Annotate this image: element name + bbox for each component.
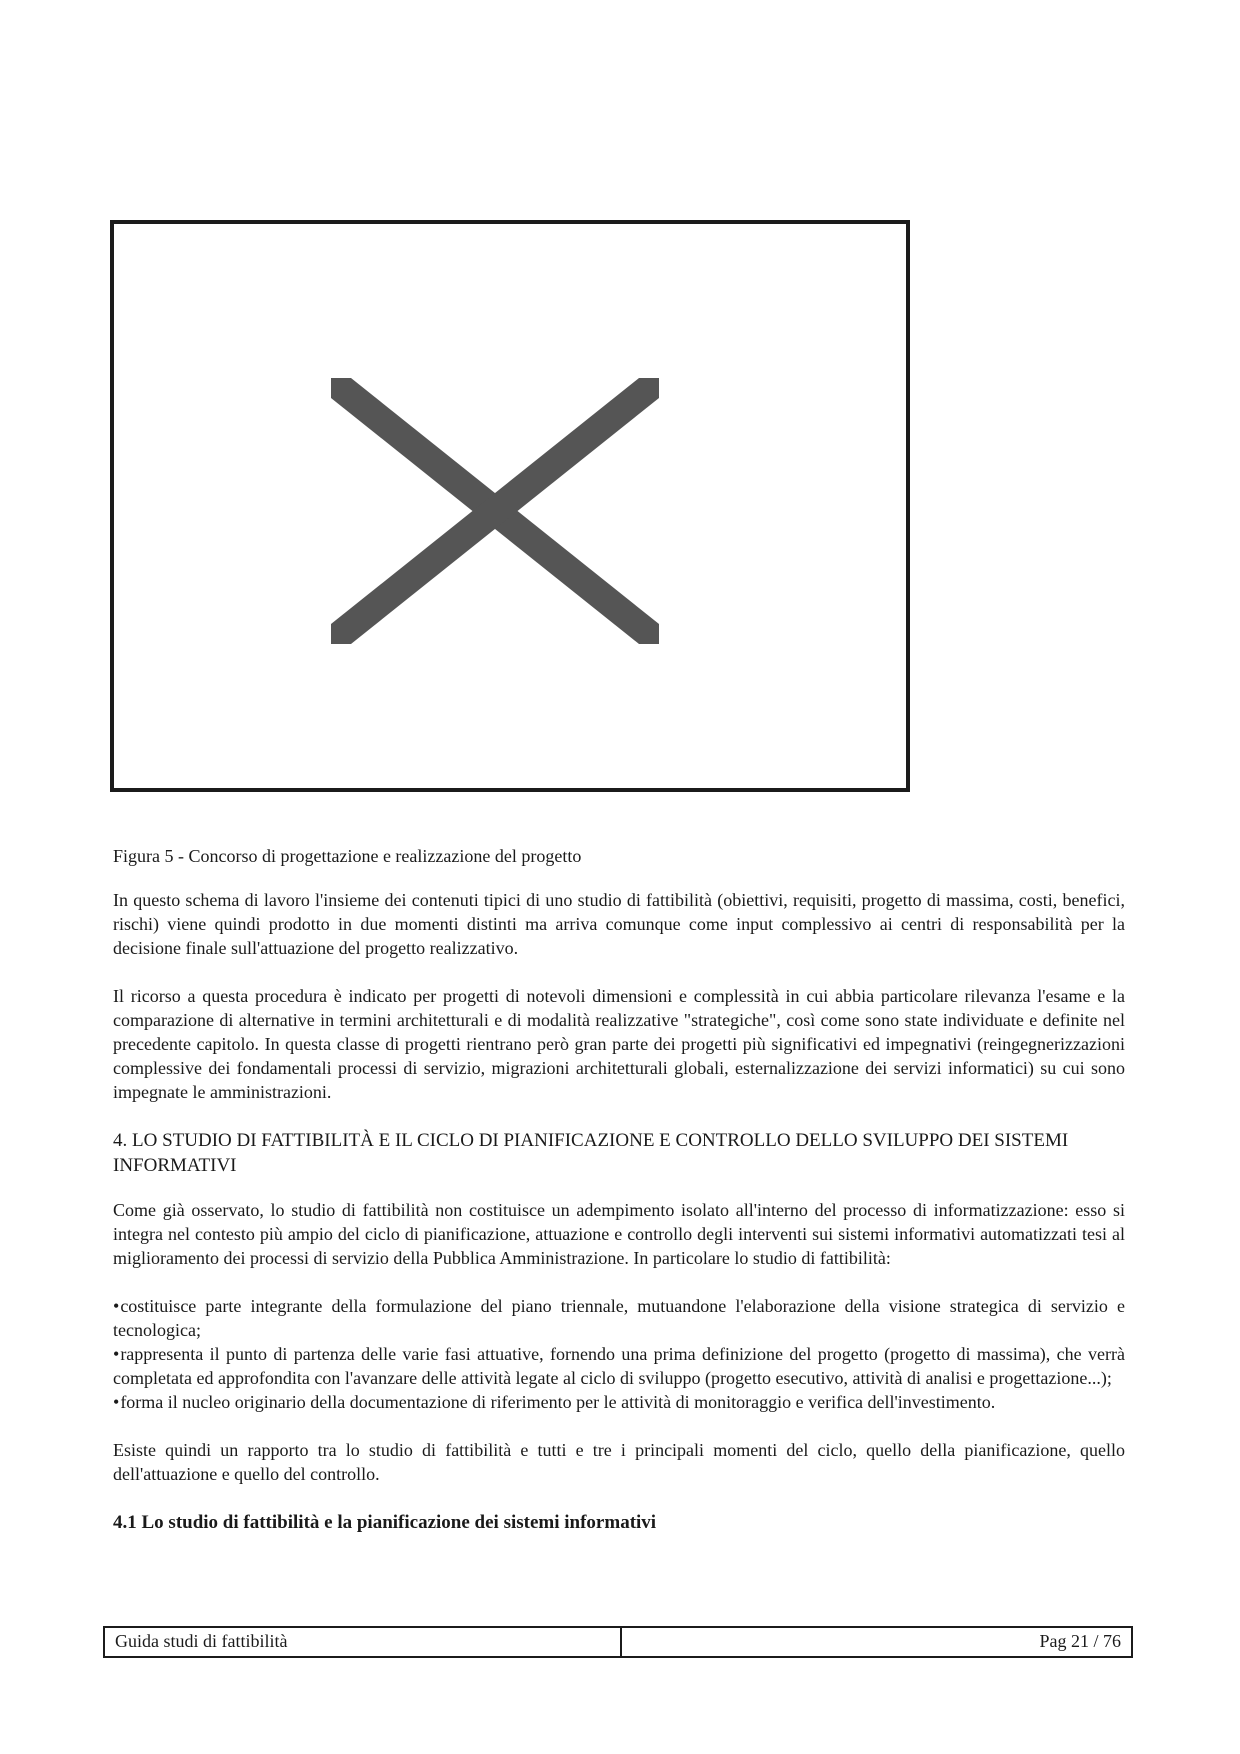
bullet-marker: • — [113, 1344, 120, 1364]
footer-doc-title: Guida studi di fattibilità — [103, 1628, 620, 1658]
bullet-marker: • — [113, 1392, 120, 1412]
list-item — [113, 1294, 1125, 1342]
document-body — [113, 888, 1125, 1535]
list-item-text: forma il nucleo originario della documentazione di riferimento per le attività di monitoraggio e verifica dell'investimento. — [120, 1392, 996, 1412]
paragraph: Il ricorso a questa procedura è indicato per progetti di notevoli dimensioni e complessità in cui abbia particolare rilevanza l'esame e la comparazione di alternative in termini architetturali e di modalità realizzative "strategiche", così come sono state individuate e definite nel precedente capitolo. In questa classe di progetti rientrano però gran parte dei progetti più significativi ed impegnativi (reingegnerizzazioni complessive dei fondamentali processi di servizio, migrazioni architetturali globali, esternalizzazione dei servizi informatici) su cui sono impegnate le amministrazioni. — [113, 986, 1125, 1102]
bullet-marker: • — [113, 1296, 120, 1316]
list-item — [113, 1390, 1125, 1414]
list-item — [113, 1342, 1125, 1390]
paragraph: Come già osservato, lo studio di fattibilità non costituisce un adempimento isolato all'interno del processo di informatizzazione: esso si integra nel contesto più ampio del ciclo di pianificazione, attuazione e controllo degli interventi sui sistemi informativi automatizzati tesi al miglioramento dei processi di servizio della Pubblica Amministrazione. In particolare lo studio di fattibilità: — [113, 1200, 1125, 1268]
list-item-text: costituisce parte integrante della formulazione del piano triennale, mutuandone l'elaborazione della visione strategica di servizio e tecnologica; — [113, 1296, 1125, 1340]
subsection-heading: 4.1 Lo studio di fattibilità e la pianificazione dei sistemi informativi — [113, 1512, 657, 1533]
missing-image-x-icon — [114, 224, 906, 788]
paragraph: Esiste quindi un rapporto tra lo studio di fattibilità e tutti e tre i principali momenti del ciclo, quello della pianificazione, quello dell'attuazione e quello del controllo. — [113, 1440, 1125, 1484]
bullet-list — [113, 1294, 1125, 1414]
page-footer — [103, 1626, 1133, 1658]
footer-page-number: Pag 21 / 76 — [620, 1628, 1133, 1658]
section-heading: 4. LO STUDIO DI FATTIBILITÀ E IL CICLO DI PIANIFICAZIONE E CONTROLLO DELLO SVILUPPO DEI SISTEMI INFORMATIVI — [113, 1130, 1069, 1176]
list-item-text: rappresenta il punto di partenza delle varie fasi attuative, fornendo una prima definizione del progetto (progetto di massima), che verrà completata ed approfondita con l'avanzare delle attività legate al ciclo di sviluppo (progetto esecutivo, attività di analisi e progettazione...); — [113, 1344, 1125, 1388]
figure-caption: Figura 5 - Concorso di progettazione e realizzazione del progetto — [113, 846, 582, 866]
paragraph: In questo schema di lavoro l'insieme dei contenuti tipici di uno studio di fattibilità (obiettivi, requisiti, progetto di massima, costi, benefici, rischi) viene quindi prodotto in due momenti distinti ma arriva comunque come input complessivo ai centri di responsabilità per la decisione finale sull'attuazione del progetto realizzativo. — [113, 890, 1125, 958]
figure-placeholder — [110, 220, 910, 792]
